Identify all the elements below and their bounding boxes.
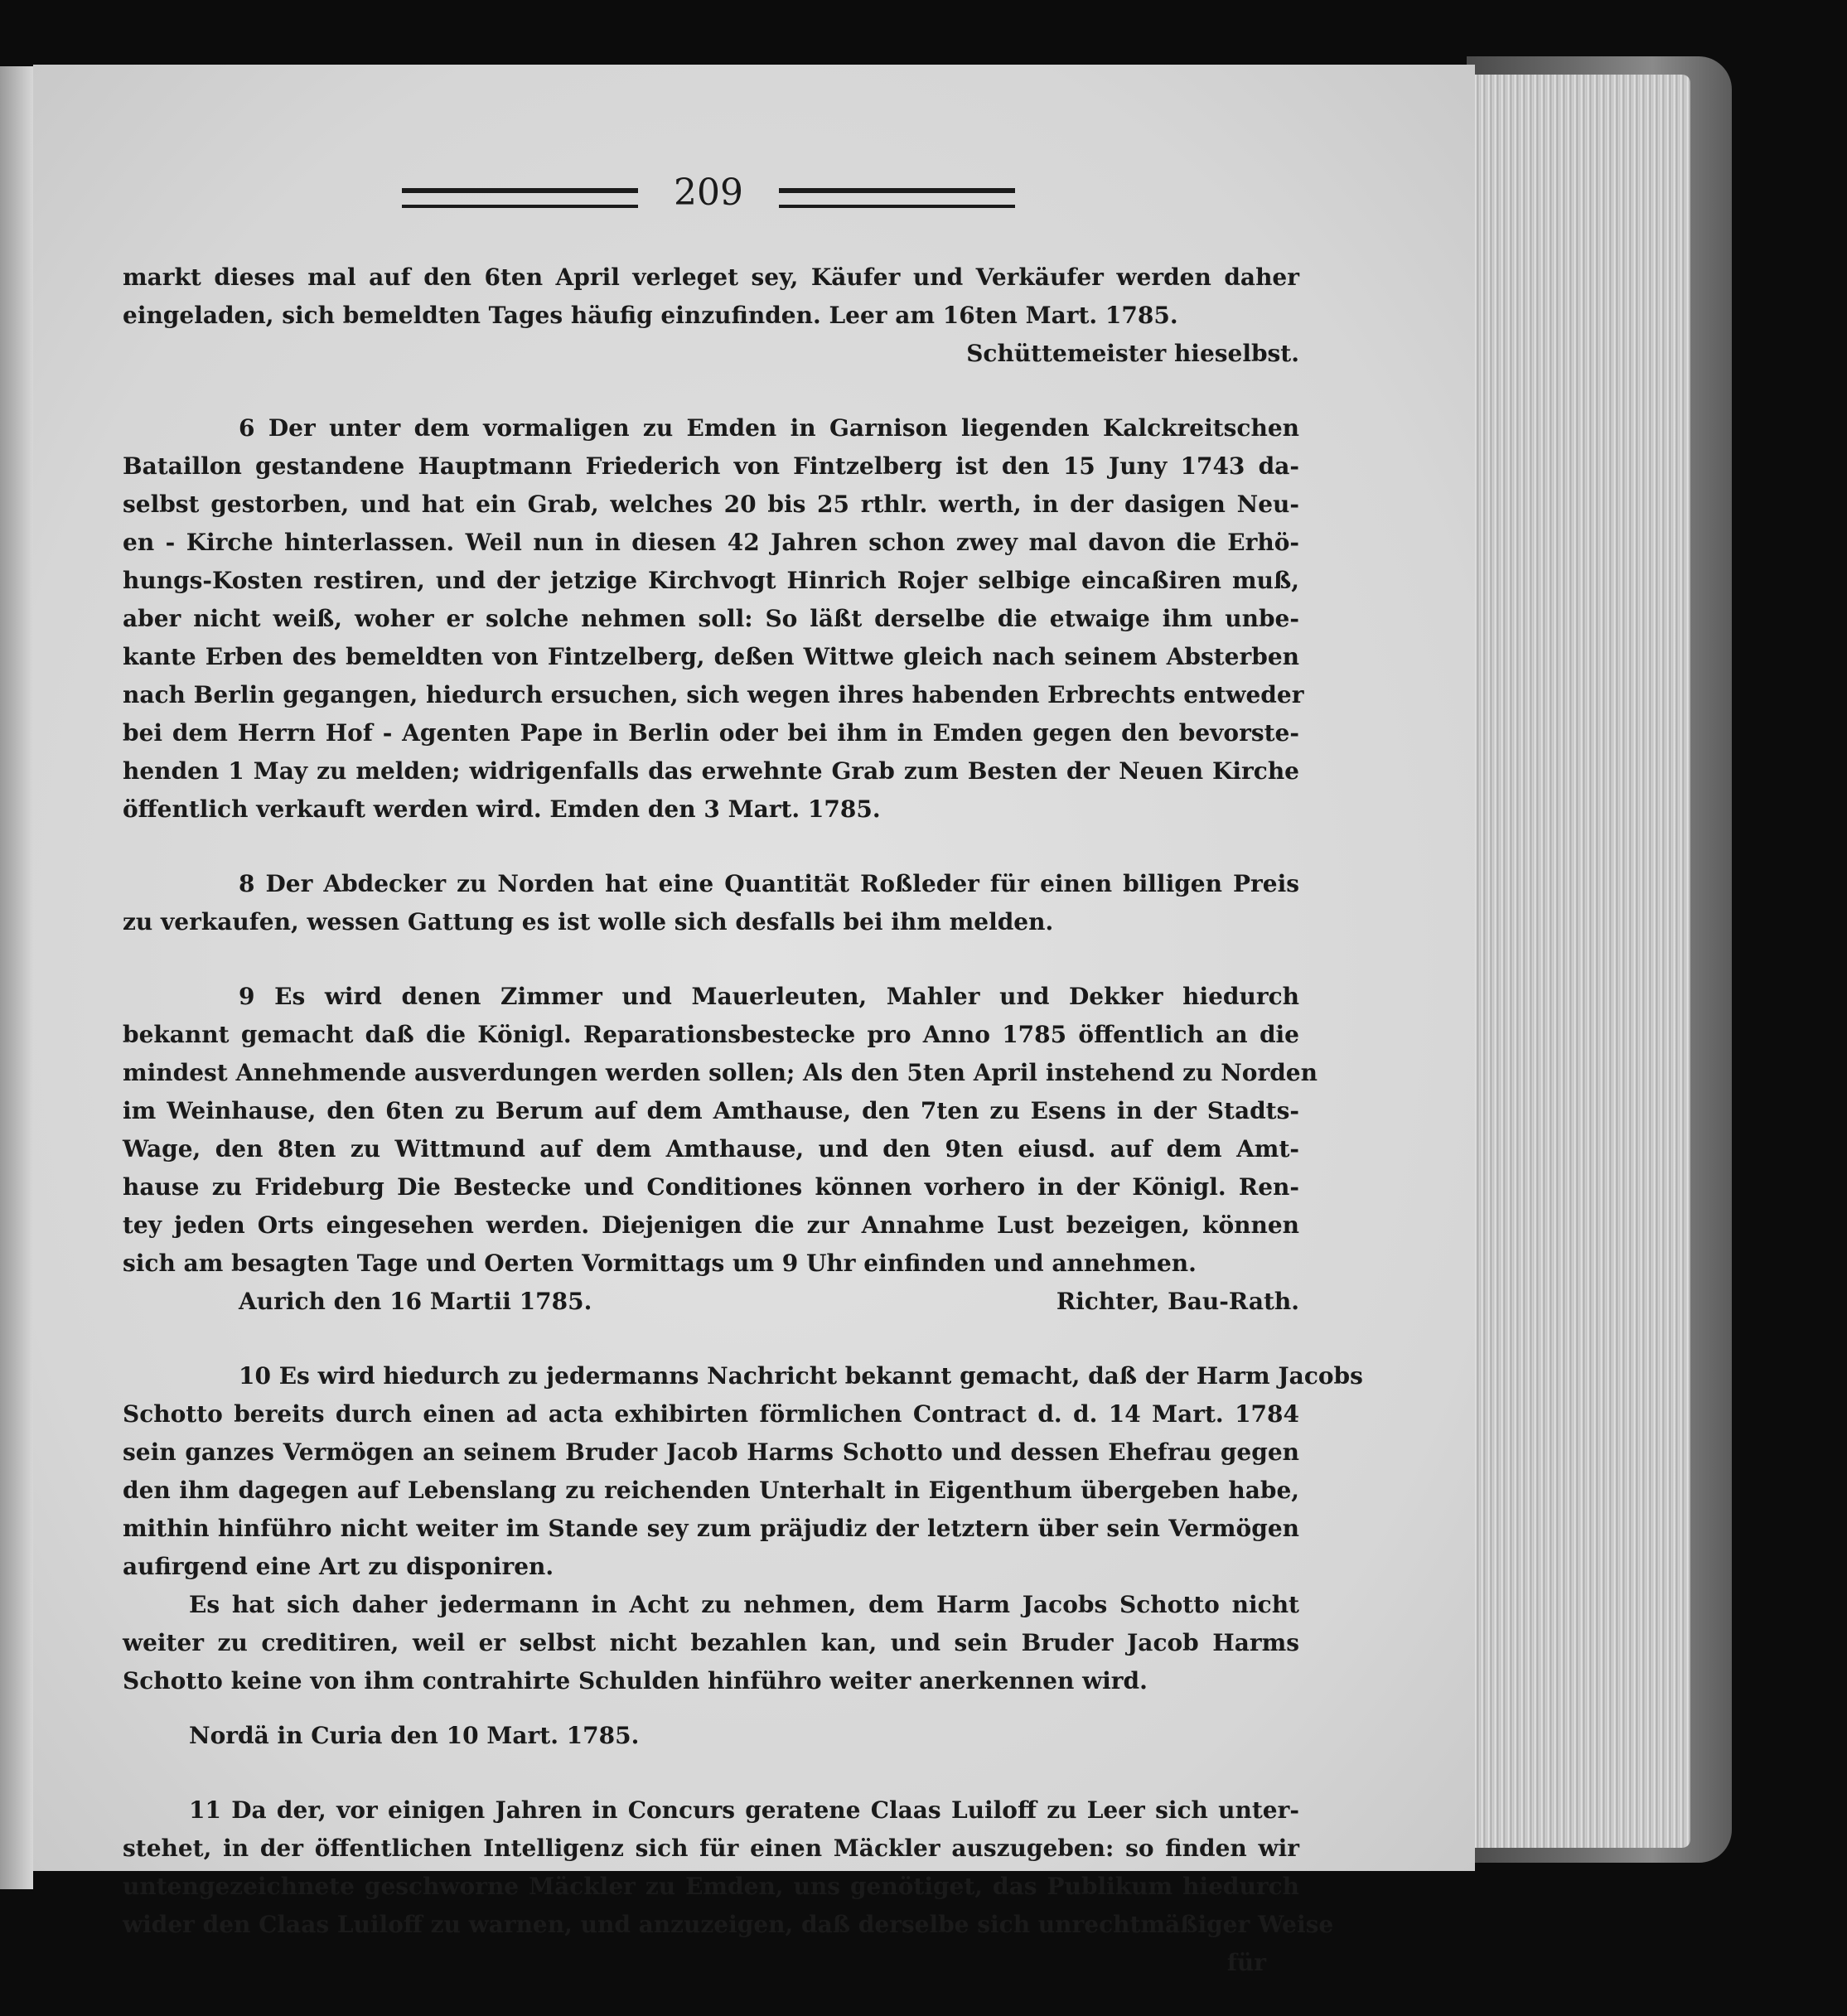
notice-6-line: bei dem Herrn Hof - Agenten Pape in Berlin oder bei ihm in Emden gegen den bevorste- bbox=[123, 719, 1299, 747]
signature: Richter, Bau-Rath. bbox=[1056, 1288, 1299, 1315]
notice-6-line: öffentlich verkauft werden wird. Emden den 3 Mart. 1785. bbox=[123, 795, 881, 823]
text-line: markt dieses mal auf den 6ten April verleget sey, Käufer und Verkäufer werden daher bbox=[123, 263, 1299, 291]
place-date: Nordä in Curia den 10 Mart. 1785. bbox=[189, 1722, 640, 1749]
notice-6-line: nach Berlin gegangen, hiedurch ersuchen, sich wegen ihres habenden Erbrechts entweder bbox=[123, 681, 1304, 708]
notice-9-line: Wage, den 8ten zu Wittmund auf dem Amthause, und den 9ten eiusd. auf dem Amt- bbox=[123, 1135, 1299, 1163]
notice-11-line: wider den Claas Luiloff zu warnen, und anzuzeigen, daß derselbe sich unrechtmäßiger Weise bbox=[123, 1911, 1334, 1938]
notice-9-line: tey jeden Orts eingesehen werden. Diejenigen die zur Annahme Lust bezeigen, können bbox=[123, 1211, 1299, 1239]
notice-11-line: stehet, in der öffentlichen Intelligenz sich für einen Mäckler auszugeben: so finden wir bbox=[123, 1835, 1299, 1862]
notice-9-line: mindest Annehmende ausverdungen werden sollen; Als den 5ten April instehend zu Norden bbox=[123, 1059, 1318, 1086]
signature: Schüttemeister hieselbst. bbox=[966, 340, 1299, 367]
left-page-edge bbox=[0, 66, 33, 1889]
page-number: 209 bbox=[674, 172, 743, 214]
notice-9-line: im Weinhause, den 6ten zu Berum auf dem Amthause, den 7ten zu Esens in der Stadts- bbox=[123, 1097, 1299, 1124]
notice-10-line: Schotto bereits durch einen ad acta exhibirten förmlichen Contract d. d. 14 Mart. 1784 bbox=[123, 1400, 1299, 1428]
notice-10-line: aufirgend eine Art zu disponiren. bbox=[123, 1553, 554, 1580]
notice-6-line: aber nicht weiß, woher er solche nehmen soll: So läßt derselbe die etwaige ihm unbe- bbox=[123, 605, 1299, 632]
page-text bbox=[123, 259, 1363, 1982]
notice-10b-line: weiter zu creditiren, weil er selbst nicht bezahlen kan, und sein Bruder Jacob Harms bbox=[123, 1629, 1299, 1656]
notice-10-line: mithin hinführo nicht weiter im Stande sey zum präjudiz der letztern über sein Vermögen bbox=[123, 1515, 1299, 1542]
notice-6-line: 6 Der unter dem vormaligen zu Emden in Garnison liegenden Kalckreitschen bbox=[239, 414, 1299, 442]
notice-6-line: hungs-Kosten restiren, und der jetzige Kirchvogt Hinrich Rojer selbige eincaßiren muß, bbox=[123, 567, 1299, 594]
notice-9-line: hause zu Frideburg Die Bestecke und Conditiones können vorhero in der Königl. Ren- bbox=[123, 1173, 1299, 1201]
page-edges bbox=[1467, 75, 1690, 1848]
notice-9-signoff bbox=[123, 1283, 1299, 1321]
notice-9-line: bekannt gemacht daß die Königl. Reparationsbestecke pro Anno 1785 öffentlich an die bbox=[123, 1021, 1299, 1048]
page-header bbox=[402, 172, 1015, 220]
notice-9-line: sich am besagten Tage und Oerten Vormittags um 9 Uhr einfinden und annehmen. bbox=[123, 1250, 1197, 1277]
catchword: für bbox=[1226, 1949, 1266, 1976]
notice-8-line: 8 Der Abdecker zu Norden hat eine Quantität Roßleder für einen billigen Preis bbox=[239, 870, 1299, 897]
notice-10b-line: Schotto keine von ihm contrahirte Schulden hinführo weiter anerkennen wird. bbox=[123, 1667, 1148, 1695]
header-rule-right bbox=[779, 188, 1015, 208]
notice-6-line: selbst gestorben, und hat ein Grab, welches 20 bis 25 rthlr. werth, in der dasigen Neu- bbox=[123, 491, 1299, 518]
notice-6-line: henden 1 May zu melden; widrigenfalls das erwehnte Grab zum Besten der Neuen Kirche bbox=[123, 757, 1299, 785]
notice-10b-line: Es hat sich daher jedermann in Acht zu nehmen, dem Harm Jacobs Schotto nicht bbox=[189, 1591, 1299, 1618]
notice-10-line: den ihm dagegen auf Lebenslang zu reichenden Unterhalt in Eigenthum übergeben habe, bbox=[123, 1477, 1299, 1504]
notice-8-line: zu verkaufen, wessen Gattung es ist wolle sich desfalls bei ihm melden. bbox=[123, 908, 1054, 935]
notice-6-line: en - Kirche hinterlassen. Weil nun in diesen 42 Jahren schon zwey mal davon die Erhö- bbox=[123, 529, 1299, 556]
place-date: Aurich den 16 Martii 1785. bbox=[239, 1288, 592, 1315]
notice-11-line: untengezeichnete geschworne Mäckler zu Emden, uns genötiget, das Publikum hiedurch bbox=[123, 1873, 1299, 1900]
notice-6-line: Bataillon gestandene Hauptmann Friederich von Fintzelberg ist den 15 Juny 1743 da- bbox=[123, 452, 1299, 480]
notice-10-line: 10 Es wird hiedurch zu jedermanns Nachricht bekannt gemacht, daß der Harm Jacobs bbox=[239, 1362, 1363, 1390]
notice-9-line: 9 Es wird denen Zimmer und Mauerleuten, Mahler und Dekker hiedurch bbox=[239, 983, 1299, 1010]
notice-10-line: sein ganzes Vermögen an seinem Bruder Jacob Harms Schotto und dessen Ehefrau gegen bbox=[123, 1438, 1299, 1466]
notice-11-line: 11 Da der, vor einigen Jahren in Concurs geratene Claas Luiloff zu Leer sich unter- bbox=[189, 1796, 1299, 1824]
notice-6-line: kante Erben des bemeldten von Fintzelberg, deßen Wittwe gleich nach seinem Absterben bbox=[123, 643, 1299, 670]
text-line: eingeladen, sich bemeldten Tages häufig einzufinden. Leer am 16ten Mart. 1785. bbox=[123, 302, 1178, 329]
